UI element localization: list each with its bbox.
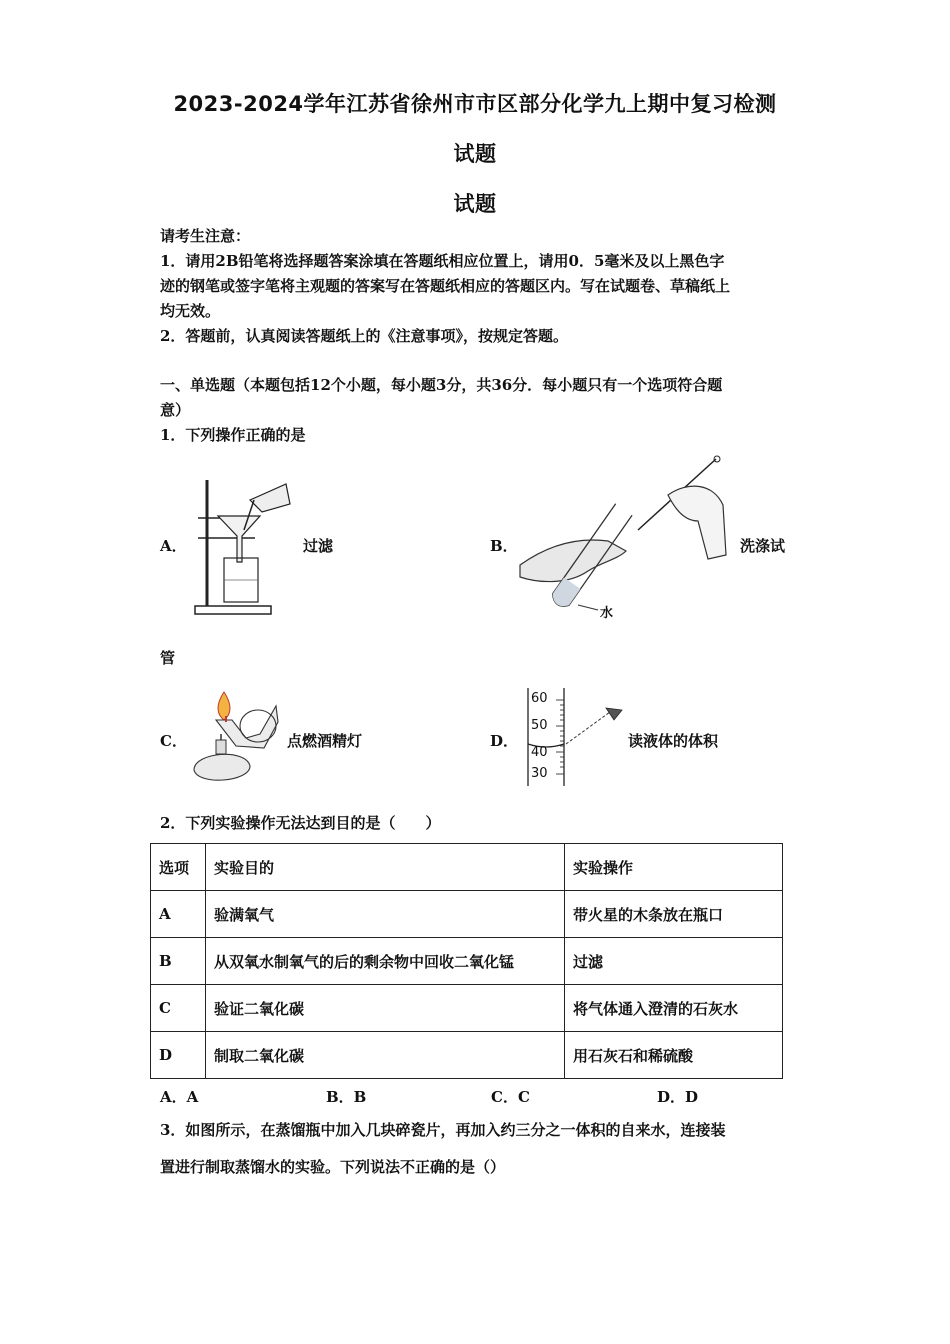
table-cell: 制取二氧化碳 xyxy=(206,1032,565,1079)
table-cell: 将气体通入澄清的石灰水 xyxy=(565,985,783,1032)
test-tube-washing-diagram xyxy=(518,455,743,620)
q1-option-b-letter: B． xyxy=(490,537,518,555)
q2-option-a: A．A xyxy=(160,1088,199,1106)
table-row xyxy=(151,1032,783,1079)
table-header-cell: 实验操作 xyxy=(565,844,783,891)
table-cell: 验满氧气 xyxy=(206,891,565,938)
notice-item1-line3: 均无效。 xyxy=(160,302,221,320)
table-cell: 用石灰石和稀硫酸 xyxy=(565,1032,783,1079)
notice-item1-line2: 迹的钢笔或签字笔将主观题的答案写在答题纸相应的答题区内。写在试题卷、草稿纸上 xyxy=(160,277,731,295)
cylinder-scale-50: 50 xyxy=(531,718,548,733)
q1-option-b-text: 洗涤试 xyxy=(740,537,786,555)
filtration-diagram xyxy=(190,470,305,620)
table-cell: 验证二氧化碳 xyxy=(206,985,565,1032)
q2-stem: 2．下列实验操作无法达到目的是（ ） xyxy=(160,814,441,832)
page-title: 2023-2024学年江苏省徐州市市区部分化学九上期中复习检测 xyxy=(173,92,777,116)
cylinder-scale-60: 60 xyxy=(531,691,548,706)
table-cell: A xyxy=(151,891,206,938)
q1-option-b-text-cont: 管 xyxy=(160,649,176,667)
table-cell: 带火星的木条放在瓶口 xyxy=(565,891,783,938)
q3-stem-line2: 置进行制取蒸馏水的实验。下列说法不正确的是（） xyxy=(160,1158,506,1176)
q3-stem-line1: 3．如图所示，在蒸馏瓶中加入几块碎瓷片，再加入约三分之一体积的自来水，连接装 xyxy=(160,1121,726,1139)
alcohol-lamp-diagram xyxy=(186,686,286,792)
q2-option-d: D．D xyxy=(657,1088,699,1106)
q1-option-a-letter: A． xyxy=(160,537,187,555)
table-row xyxy=(151,938,783,985)
table-cell: 从双氧水制氧气的后的剩余物中回收二氧化锰 xyxy=(206,938,565,985)
q1-option-c-text: 点燃酒精灯 xyxy=(287,732,363,750)
table-row xyxy=(151,891,783,938)
notice-item2: 2．答题前，认真阅读答题纸上的《注意事项》，按规定答题。 xyxy=(160,327,568,345)
q2-table xyxy=(150,843,783,1079)
section-line2: 意） xyxy=(160,401,191,419)
table-header-cell: 选项 xyxy=(151,844,206,891)
table-cell: 过滤 xyxy=(565,938,783,985)
q1-option-d-text: 读液体的体积 xyxy=(628,732,719,750)
q2-option-b: B．B xyxy=(326,1088,367,1106)
q1-option-d-letter: D． xyxy=(490,732,519,750)
table-header-cell: 实验目的 xyxy=(206,844,565,891)
table-cell: D xyxy=(151,1032,206,1079)
table-header-row xyxy=(151,844,783,891)
q1-option-b-water-label: 水 xyxy=(600,606,614,621)
q1-stem: 1．下列操作正确的是 xyxy=(160,426,306,444)
q2-option-c: C．C xyxy=(491,1088,530,1106)
cylinder-scale-40: 40 xyxy=(531,745,548,760)
table-cell: B xyxy=(151,938,206,985)
notice-item1-line1: 1．请用2B铅笔将选择题答案涂填在答题纸相应位置上，请用0．5毫米及以上黑色字 xyxy=(160,252,725,270)
q1-option-c-letter: C． xyxy=(160,732,187,750)
q1-option-a-text: 过滤 xyxy=(303,537,334,555)
page-title-cont: 试题 xyxy=(453,142,497,166)
cylinder-scale-30: 30 xyxy=(531,766,548,781)
section-line1: 一、单选题（本题包括12个小题，每小题3分，共36分．每小题只有一个选项符合题 xyxy=(160,376,723,394)
table-row xyxy=(151,985,783,1032)
page-subtitle: 试题 xyxy=(453,192,497,216)
table-cell: C xyxy=(151,985,206,1032)
notice-heading: 请考生注意： xyxy=(160,227,251,245)
